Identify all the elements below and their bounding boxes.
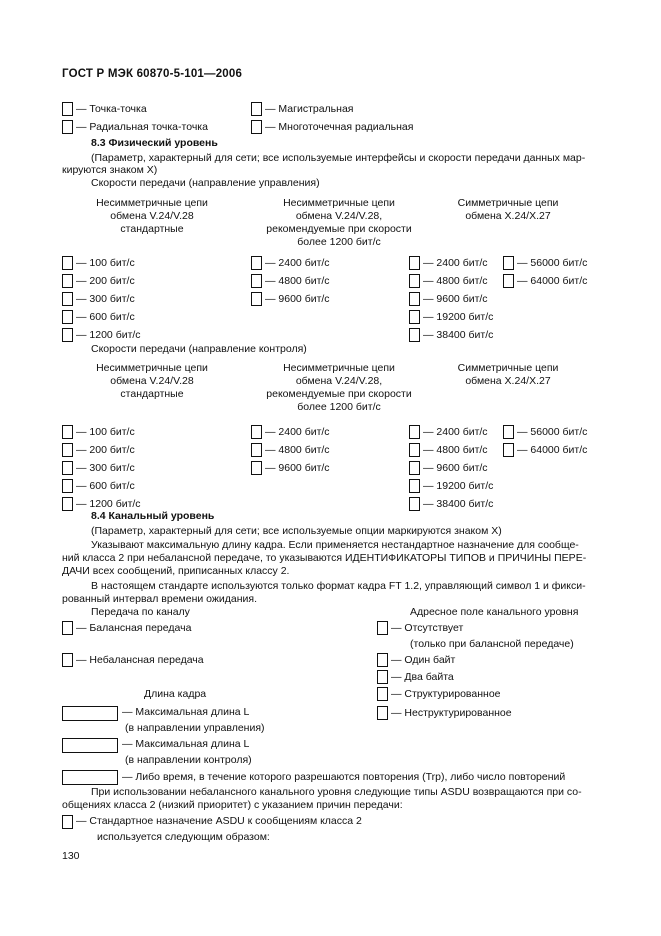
control-col2-line: Несимметричные цепи [283, 197, 395, 209]
frame-length-title: Длина кадра [144, 688, 207, 700]
rate-option: — 38400 бит/с [423, 498, 494, 510]
rate-option: — 2400 бит/с [265, 257, 330, 269]
checkbox-rate[interactable] [409, 425, 420, 439]
rate-option: — 600 бит/с [76, 480, 135, 492]
rate-option: — 4800 бит/с [423, 275, 488, 287]
option-max-length-monitor: — Максимальная длина L [122, 738, 250, 750]
rate-option: — 200 бит/с [76, 275, 135, 287]
checkbox-rate[interactable] [62, 443, 73, 457]
monitor-col2-line: рекомендуемые при скорости [266, 388, 412, 400]
checkbox-rate[interactable] [251, 256, 262, 270]
rate-option: — 64000 бит/с [517, 444, 588, 456]
rate-option: — 100 бит/с [76, 257, 135, 269]
option-address-unstructured: — Неструктурированное [391, 707, 512, 719]
checkbox-address-structured[interactable] [377, 687, 388, 701]
rate-option: — 4800 бит/с [265, 275, 330, 287]
rate-option: — 9600 бит/с [423, 462, 488, 474]
section-heading-physical: 8.3 Физический уровень [91, 137, 218, 149]
checkbox-bus[interactable] [251, 102, 262, 116]
checkbox-address-two-bytes[interactable] [377, 670, 388, 684]
max-length-control-note: (в направлении управления) [125, 722, 265, 734]
rate-option: — 4800 бит/с [423, 444, 488, 456]
control-col3-line: Симметричные цепи [457, 197, 559, 209]
rate-option: — 38400 бит/с [423, 329, 494, 341]
rate-option: — 1200 бит/с [76, 498, 141, 510]
link-paragraph-line: рованный интервал времени ожидания. [62, 593, 258, 605]
checkbox-rate[interactable] [409, 256, 420, 270]
rate-option: — 19200 бит/с [423, 311, 494, 323]
monitor-col1-line: стандартные [120, 388, 184, 400]
checkbox-rate[interactable] [503, 256, 514, 270]
checkbox-rate[interactable] [251, 274, 262, 288]
control-col1-line: стандартные [120, 223, 184, 235]
checkbox-rate[interactable] [409, 479, 420, 493]
checkbox-rate[interactable] [62, 256, 73, 270]
rate-option: — 2400 бит/с [423, 426, 488, 438]
link-paragraph-line: Указывают максимальную длину кадра. Если применяется нестандартное назначение для сообще- [91, 539, 579, 551]
rate-option: — 9600 бит/с [265, 293, 330, 305]
rate-option: — 100 бит/с [76, 426, 135, 438]
checkbox-rate[interactable] [409, 328, 420, 342]
monitor-col3-line: Симметричные цепи [457, 362, 559, 374]
checkbox-rate[interactable] [62, 425, 73, 439]
rate-option: — 56000 бит/с [517, 426, 588, 438]
checkbox-rate[interactable] [251, 443, 262, 457]
rate-option: — 600 бит/с [76, 311, 135, 323]
option-address-one-byte: — Один байт [391, 654, 456, 666]
rate-option: — 64000 бит/с [517, 275, 588, 287]
link-paragraph-line: При использовании небалансного канального уровня следующие типы ASDU возвращаются при со- [91, 786, 582, 798]
max-length-monitor-input[interactable] [62, 738, 118, 753]
control-col2-line: обмена V.24/V.28, [295, 210, 383, 222]
link-paragraph-line: В настоящем стандарте используются только формат кадра FT 1.2, управляющий символ 1 и фикси- [91, 580, 586, 592]
checkbox-rate[interactable] [409, 443, 420, 457]
checkbox-radial-point-to-point[interactable] [62, 120, 73, 134]
option-repeat-time: — Либо время, в течение которого разрешаются повторения (Trp), либо число повторений [122, 771, 566, 783]
control-rates-caption: Скорости передачи (направление управления) [91, 177, 320, 189]
option-standard-assignment: — Стандартное назначение ASDU к сообщениям класса 2 [76, 815, 362, 827]
link-paragraph-line: ДАЧИ всех сообщений, приписанных классу 2. [62, 565, 290, 577]
checkbox-standard-assignment[interactable] [62, 815, 73, 829]
monitor-col1-line: Несимметричные цепи [96, 362, 208, 374]
option-max-length-control: — Максимальная длина L [122, 706, 250, 718]
rate-option: — 56000 бит/с [517, 257, 588, 269]
checkbox-rate[interactable] [503, 443, 514, 457]
checkbox-rate[interactable] [62, 461, 73, 475]
max-length-monitor-note: (в направлении контроля) [125, 754, 252, 766]
option-bus: — Магистральная [265, 103, 354, 115]
checkbox-rate[interactable] [251, 292, 262, 306]
control-col1-line: Несимметричные цепи [96, 197, 208, 209]
checkbox-rate[interactable] [503, 425, 514, 439]
rate-option: — 1200 бит/с [76, 329, 141, 341]
rate-option: — 2400 бит/с [423, 257, 488, 269]
standard-assignment-note: используется следующим образом: [97, 831, 270, 843]
rate-option: — 300 бит/с [76, 462, 135, 474]
checkbox-rate[interactable] [409, 274, 420, 288]
link-paragraph-line: ний класса 2 при небалансной передаче, то указываются ИДЕНТИФИКАТОРЫ ТИПОВ и ПРИЧИНЫ ПЕРЕ- [62, 552, 587, 564]
checkbox-point-to-point[interactable] [62, 102, 73, 116]
option-address-absent: — Отсутствует [391, 622, 464, 634]
checkbox-rate[interactable] [62, 328, 73, 342]
monitor-col3-line: обмена X.24/X.27 [465, 375, 551, 387]
monitor-col1-line: обмена V.24/V.28 [110, 375, 194, 387]
control-col2-line: более 1200 бит/с [297, 236, 381, 248]
rate-option: — 9600 бит/с [423, 293, 488, 305]
link-note: (Параметр, характерный для сети; все используемые опции маркируются знаком X) [91, 525, 502, 537]
checkbox-rate[interactable] [62, 292, 73, 306]
checkbox-rate[interactable] [62, 310, 73, 324]
rate-option: — 9600 бит/с [265, 462, 330, 474]
monitor-col2-line: Несимметричные цепи [283, 362, 395, 374]
option-point-to-point: — Точка-точка [76, 103, 147, 115]
checkbox-multipoint-radial[interactable] [251, 120, 262, 134]
option-balanced: — Балансная передача [76, 622, 192, 634]
max-length-control-input[interactable] [62, 706, 118, 721]
rate-option: — 4800 бит/с [265, 444, 330, 456]
physical-note-line2: кируются знаком X) [62, 164, 158, 176]
checkbox-rate[interactable] [409, 292, 420, 306]
address-field-title: Адресное поле канального уровня [410, 606, 579, 618]
checkbox-balanced[interactable] [62, 621, 73, 635]
checkbox-rate[interactable] [251, 425, 262, 439]
checkbox-rate[interactable] [62, 274, 73, 288]
option-radial-point-to-point: — Радиальная точка-точка [76, 121, 208, 133]
monitor-col2-line: более 1200 бит/с [297, 401, 381, 413]
physical-note-line1: (Параметр, характерный для сети; все используемые интерфейсы и скорости передачи данных мар- [91, 152, 586, 164]
checkbox-address-absent[interactable] [377, 621, 388, 635]
checkbox-address-unstructured[interactable] [377, 706, 388, 720]
option-address-structured: — Структурированное [391, 688, 501, 700]
rate-option: — 2400 бит/с [265, 426, 330, 438]
checkbox-rate[interactable] [409, 310, 420, 324]
checkbox-rate[interactable] [409, 497, 420, 511]
rate-option: — 200 бит/с [76, 444, 135, 456]
monitor-rates-caption: Скорости передачи (направление контроля) [91, 343, 307, 355]
page-number: 130 [62, 850, 80, 862]
control-col1-line: обмена V.24/V.28 [110, 210, 194, 222]
checkbox-rate[interactable] [62, 497, 73, 511]
option-unbalanced: — Небалансная передача [76, 654, 204, 666]
repeat-time-input[interactable] [62, 770, 118, 785]
checkbox-rate[interactable] [409, 461, 420, 475]
control-col3-line: обмена X.24/X.27 [465, 210, 551, 222]
rate-option: — 300 бит/с [76, 293, 135, 305]
checkbox-address-one-byte[interactable] [377, 653, 388, 667]
monitor-col2-line: обмена V.24/V.28, [295, 375, 383, 387]
link-paragraph-line: общениях класса 2 (низкий приоритет) с указанием причин передачи: [62, 799, 403, 811]
option-address-two-bytes: — Два байта [391, 671, 454, 683]
section-heading-link: 8.4 Канальный уровень [91, 510, 215, 522]
control-col2-line: рекомендуемые при скорости [266, 223, 412, 235]
option-multipoint-radial: — Многоточечная радиальная [265, 121, 414, 133]
checkbox-unbalanced[interactable] [62, 653, 73, 667]
transmission-title: Передача по каналу [91, 606, 190, 618]
checkbox-rate[interactable] [503, 274, 514, 288]
rate-option: — 19200 бит/с [423, 480, 494, 492]
document-header: ГОСТ Р МЭК 60870-5-101—2006 [62, 68, 243, 80]
checkbox-rate[interactable] [251, 461, 262, 475]
address-absent-note: (только при балансной передаче) [410, 638, 574, 650]
checkbox-rate[interactable] [62, 479, 73, 493]
